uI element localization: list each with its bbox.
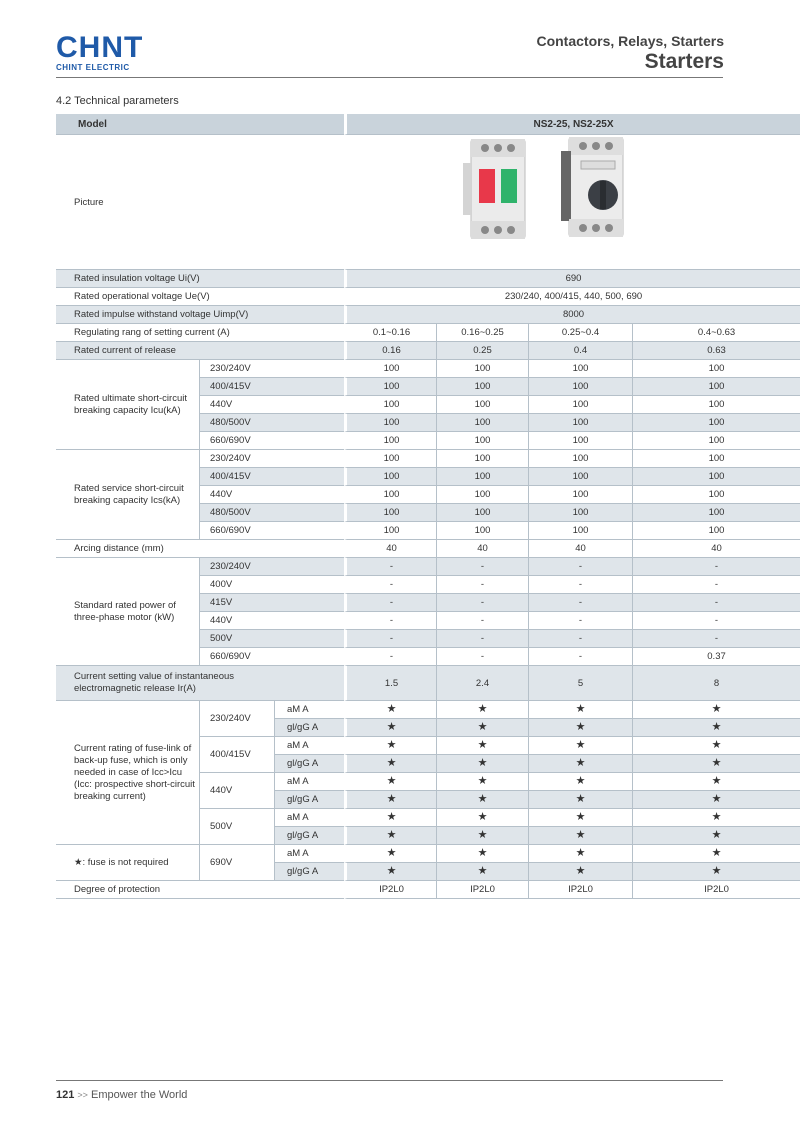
fuse-row <box>56 701 800 719</box>
value-cell: - <box>344 630 436 648</box>
star-mark: ★ <box>528 863 632 881</box>
arcing-row <box>56 540 800 558</box>
value-cell: 100 <box>344 468 436 486</box>
value-cell: 100 <box>632 396 800 414</box>
fuse-type-label: gl/gG A <box>274 791 344 809</box>
value-cell: - <box>528 630 632 648</box>
fuse-type-label: aM A <box>274 845 344 863</box>
voltage-label: 400/415V <box>199 378 344 396</box>
value-cell: 100 <box>632 450 800 468</box>
operational-row <box>56 288 800 306</box>
star-mark: ★ <box>436 827 528 845</box>
value-cell: 100 <box>528 414 632 432</box>
page-number: 121 <box>56 1089 75 1101</box>
insulation-value: 690 <box>344 270 800 288</box>
value-cell: - <box>436 630 528 648</box>
release-value: 0.4 <box>528 342 632 360</box>
value-cell: 100 <box>436 414 528 432</box>
star-mark: ★ <box>528 701 632 719</box>
star-mark: ★ <box>344 845 436 863</box>
value-cell: 100 <box>632 378 800 396</box>
value-cell: 100 <box>528 360 632 378</box>
star-mark: ★ <box>436 845 528 863</box>
star-mark: ★ <box>632 845 800 863</box>
star-mark: ★ <box>344 755 436 773</box>
star-mark: ★ <box>436 719 528 737</box>
value-cell: 100 <box>528 486 632 504</box>
star-mark: ★ <box>344 701 436 719</box>
arcing-value: 40 <box>344 540 436 558</box>
star-mark: ★ <box>632 773 800 791</box>
voltage-label: 415V <box>199 594 344 612</box>
fuse-voltage-label: 690V <box>199 845 274 881</box>
operational-label: Rated operational voltage Ue(V) <box>56 288 344 306</box>
value-cell: 100 <box>344 450 436 468</box>
instantaneous-label <box>56 666 344 701</box>
value-cell: - <box>632 558 800 576</box>
regulating-row <box>56 324 800 342</box>
star-mark: ★ <box>344 863 436 881</box>
star-mark: ★ <box>632 719 800 737</box>
page-footer <box>56 1089 187 1101</box>
voltage-label: 480/500V <box>199 504 344 522</box>
value-cell: 100 <box>528 450 632 468</box>
star-mark: ★ <box>436 755 528 773</box>
value-cell: 100 <box>632 468 800 486</box>
fuse-voltage-label: 440V <box>199 773 274 809</box>
fuse-type-label: aM A <box>274 809 344 827</box>
star-mark: ★ <box>344 791 436 809</box>
star-mark: ★ <box>528 755 632 773</box>
voltage-label: 660/690V <box>199 522 344 540</box>
value-cell: - <box>436 594 528 612</box>
protection-value: IP2L0 <box>436 881 528 899</box>
value-cell: - <box>632 594 800 612</box>
value-cell: - <box>436 648 528 666</box>
impulse-value: 8000 <box>344 306 800 324</box>
fuse-note: ★: fuse is not required <box>56 845 199 881</box>
star-mark: ★ <box>632 701 800 719</box>
star-mark: ★ <box>436 809 528 827</box>
regulating-value: 0.4~0.63 <box>632 324 800 342</box>
arcing-value: 40 <box>632 540 800 558</box>
table-header-row <box>56 114 800 135</box>
value-cell: - <box>528 612 632 630</box>
value-cell: 100 <box>344 504 436 522</box>
footer-arrows: >> <box>77 1090 88 1100</box>
value-cell: 100 <box>436 450 528 468</box>
section-title: 4.2 Technical parameters <box>56 95 179 107</box>
instantaneous-label-line2: electromagnetic release Ir(A) <box>74 683 196 694</box>
fuse-type-label: aM A <box>274 701 344 719</box>
logo-wordmark: CHNT <box>56 31 144 64</box>
value-cell: - <box>344 612 436 630</box>
technical-parameters-table <box>56 114 800 899</box>
insulation-row <box>56 270 800 288</box>
instantaneous-row <box>56 666 800 701</box>
value-cell: 100 <box>528 468 632 486</box>
release-value: 0.25 <box>436 342 528 360</box>
page-title: Starters <box>644 50 724 73</box>
instantaneous-value: 1.5 <box>344 666 436 701</box>
footer-slogan: Empower the World <box>91 1089 188 1101</box>
chint-logo <box>56 31 144 72</box>
fuse-type-label: gl/gG A <box>274 863 344 881</box>
value-cell: 100 <box>344 378 436 396</box>
star-mark: ★ <box>344 719 436 737</box>
arcing-label: Arcing distance (mm) <box>56 540 344 558</box>
fuse-voltage-label: 400/415V <box>199 737 274 773</box>
protection-value: IP2L0 <box>344 881 436 899</box>
fuse-type-label: aM A <box>274 737 344 755</box>
star-mark: ★ <box>344 773 436 791</box>
value-cell: 100 <box>344 522 436 540</box>
value-cell: 100 <box>436 360 528 378</box>
value-cell: 100 <box>528 432 632 450</box>
value-cell: 100 <box>436 432 528 450</box>
value-cell: 100 <box>528 504 632 522</box>
voltage-label: 440V <box>199 396 344 414</box>
fuse-type-label: gl/gG A <box>274 827 344 845</box>
value-cell: - <box>632 576 800 594</box>
voltage-label: 230/240V <box>199 450 344 468</box>
fuse-row <box>56 845 800 863</box>
value-cell: 100 <box>632 486 800 504</box>
value-cell: - <box>436 558 528 576</box>
star-mark: ★ <box>632 827 800 845</box>
regulating-value: 0.25~0.4 <box>528 324 632 342</box>
voltage-label: 660/690V <box>199 432 344 450</box>
instantaneous-value: 8 <box>632 666 800 701</box>
value-cell: - <box>528 558 632 576</box>
value-cell: 100 <box>436 504 528 522</box>
value-cell: - <box>632 612 800 630</box>
value-cell: - <box>528 576 632 594</box>
value-cell: 100 <box>344 414 436 432</box>
value-cell: - <box>528 648 632 666</box>
instantaneous-label-line1: Current setting value of instantaneous <box>74 671 235 682</box>
release-value: 0.63 <box>632 342 800 360</box>
value-cell: - <box>344 594 436 612</box>
star-mark: ★ <box>436 791 528 809</box>
voltage-label: 400/415V <box>199 468 344 486</box>
motor-row <box>56 558 800 576</box>
operational-value: 230/240, 400/415, 440, 500, 690 <box>344 288 800 306</box>
motor-group-label: Standard rated power of three-phase motor (kW) <box>56 558 199 666</box>
star-mark: ★ <box>528 845 632 863</box>
value-cell: 100 <box>632 414 800 432</box>
value-cell: 100 <box>344 396 436 414</box>
insulation-label: Rated insulation voltage Ui(V) <box>56 270 344 288</box>
star-mark: ★ <box>632 791 800 809</box>
star-mark: ★ <box>528 809 632 827</box>
protection-row <box>56 881 800 899</box>
value-cell: 100 <box>528 378 632 396</box>
voltage-label: 440V <box>199 612 344 630</box>
star-mark: ★ <box>344 827 436 845</box>
value-cell: 0.37 <box>632 648 800 666</box>
star-mark: ★ <box>632 863 800 881</box>
impulse-label: Rated impulse withstand voltage Uimp(V) <box>56 306 344 324</box>
header-divider <box>56 77 723 78</box>
value-cell: 100 <box>436 486 528 504</box>
voltage-label: 230/240V <box>199 558 344 576</box>
star-mark: ★ <box>436 773 528 791</box>
value-cell: - <box>344 648 436 666</box>
ns2-25x-starter-image <box>561 137 631 237</box>
star-mark: ★ <box>528 737 632 755</box>
star-mark: ★ <box>528 827 632 845</box>
icu-row <box>56 360 800 378</box>
star-mark: ★ <box>528 719 632 737</box>
value-cell: 100 <box>436 522 528 540</box>
product-header: NS2-25, NS2-25X <box>344 114 800 135</box>
footer-divider <box>56 1080 723 1081</box>
star-mark: ★ <box>528 773 632 791</box>
picture-label: Picture <box>56 135 344 270</box>
value-cell: - <box>344 576 436 594</box>
fuse-voltage-label: 500V <box>199 809 274 845</box>
value-cell: 100 <box>632 504 800 522</box>
value-cell: 100 <box>344 486 436 504</box>
fuse-group-label: Current rating of fuse-link of back-up fuse, which is only needed in case of Icc>Icu (Icc: prospective short-circuit breaking current) <box>56 701 199 845</box>
value-cell: 100 <box>344 360 436 378</box>
value-cell: 100 <box>632 360 800 378</box>
value-cell: - <box>632 630 800 648</box>
model-header: Model <box>56 114 344 135</box>
star-mark: ★ <box>436 863 528 881</box>
value-cell: 100 <box>436 378 528 396</box>
ics-group-label: Rated service short-circuit breaking capacity Ics(kA) <box>56 450 199 540</box>
arcing-value: 40 <box>436 540 528 558</box>
star-mark: ★ <box>528 791 632 809</box>
ns2-25-starter-image <box>463 139 533 239</box>
picture-row <box>56 135 800 270</box>
star-mark: ★ <box>436 737 528 755</box>
value-cell: - <box>436 612 528 630</box>
value-cell: 100 <box>436 468 528 486</box>
voltage-label: 480/500V <box>199 414 344 432</box>
star-mark: ★ <box>632 809 800 827</box>
release-label: Rated current of release <box>56 342 344 360</box>
value-cell: 100 <box>528 522 632 540</box>
fuse-type-label: aM A <box>274 773 344 791</box>
ics-row <box>56 450 800 468</box>
regulating-value: 0.1~0.16 <box>344 324 436 342</box>
star-mark: ★ <box>632 755 800 773</box>
logo-subtitle: CHINT ELECTRIC <box>56 63 130 72</box>
voltage-label: 660/690V <box>199 648 344 666</box>
star-mark: ★ <box>344 737 436 755</box>
instantaneous-value: 5 <box>528 666 632 701</box>
fuse-type-label: gl/gG A <box>274 755 344 773</box>
arcing-value: 40 <box>528 540 632 558</box>
fuse-voltage-label: 230/240V <box>199 701 274 737</box>
release-value: 0.16 <box>344 342 436 360</box>
product-photos <box>344 135 800 270</box>
value-cell: 100 <box>528 396 632 414</box>
release-row <box>56 342 800 360</box>
regulating-value: 0.16~0.25 <box>436 324 528 342</box>
star-mark: ★ <box>436 701 528 719</box>
voltage-label: 230/240V <box>199 360 344 378</box>
star-mark: ★ <box>344 809 436 827</box>
value-cell: 100 <box>632 522 800 540</box>
icu-group-label: Rated ultimate short-circuit breaking capacity Icu(kA) <box>56 360 199 450</box>
value-cell: - <box>344 558 436 576</box>
star-mark: ★ <box>632 737 800 755</box>
instantaneous-value: 2.4 <box>436 666 528 701</box>
fuse-type-label: gl/gG A <box>274 719 344 737</box>
protection-value: IP2L0 <box>528 881 632 899</box>
value-cell: 100 <box>344 432 436 450</box>
voltage-label: 500V <box>199 630 344 648</box>
value-cell: - <box>436 576 528 594</box>
category-title: Contactors, Relays, Starters <box>536 33 724 49</box>
regulating-label: Regulating rang of setting current (A) <box>56 324 344 342</box>
value-cell: 100 <box>632 432 800 450</box>
value-cell: 100 <box>436 396 528 414</box>
voltage-label: 440V <box>199 486 344 504</box>
value-cell: - <box>528 594 632 612</box>
impulse-row <box>56 306 800 324</box>
protection-value: IP2L0 <box>632 881 800 899</box>
protection-label: Degree of protection <box>56 881 344 899</box>
voltage-label: 400V <box>199 576 344 594</box>
